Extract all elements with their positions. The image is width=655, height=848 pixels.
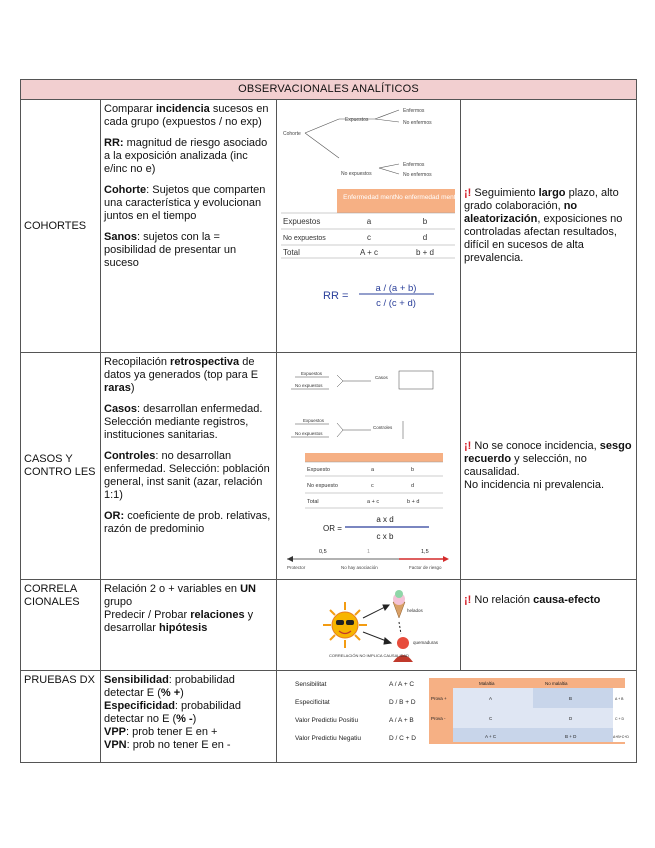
svg-text:OR =: OR = bbox=[323, 524, 342, 533]
correlation-illustration bbox=[279, 582, 457, 664]
svg-text:No expuesto: No expuesto bbox=[307, 483, 338, 489]
description-cohortes: Comparar incidencia sucesos en cada grupo (expuestos / no exp) RR: magnitud de riesgo asociado a la exposición analizada (inc e/inc no e) Cohorte: Sujetos que comparten una característica y evolucionan juntos en el tiempo Sanos: sujetos con la = posibilidad de presentar un suceso bbox=[101, 100, 277, 353]
row-header: Expuestos bbox=[283, 217, 321, 226]
svg-text:Protector: Protector bbox=[287, 565, 306, 570]
svg-text:Especificitat: Especificitat bbox=[295, 698, 330, 706]
warning-icon: ¡! bbox=[464, 187, 472, 199]
svg-text:0,5: 0,5 bbox=[319, 549, 327, 555]
svg-text:b + d: b + d bbox=[407, 499, 420, 505]
cell: a bbox=[366, 217, 372, 226]
row-correlacionales bbox=[21, 580, 637, 671]
svg-text:Prova -: Prova - bbox=[431, 715, 446, 721]
row-header: Total bbox=[283, 248, 300, 257]
sun-icon bbox=[323, 602, 367, 648]
svg-text:B: B bbox=[569, 695, 573, 701]
svg-text:A: A bbox=[489, 695, 493, 701]
svg-text:No expuestos: No expuestos bbox=[295, 431, 323, 436]
svg-text:D: D bbox=[569, 715, 573, 721]
cell: A + c bbox=[359, 248, 379, 257]
svg-text:a / (a + b): a / (a + b) bbox=[375, 283, 417, 294]
svg-text:b: b bbox=[411, 467, 415, 473]
svg-text:No expuestos: No expuestos bbox=[295, 383, 323, 388]
row-label-pruebas: PRUEBAS DX bbox=[21, 671, 101, 763]
svg-text:C + D: C + D bbox=[615, 716, 625, 721]
svg-text:A+B+C+D: A+B+C+D bbox=[613, 734, 629, 739]
row-header: No expuestos bbox=[283, 235, 326, 242]
tree-branch: No expuestos bbox=[341, 171, 372, 177]
row-casos-controles bbox=[21, 353, 637, 580]
note-cohortes: ¡! Seguimiento largo plazo, alto grado colaboración, no aleatorización, exposiciones no controladas afectan resultados, difícil en sucesos de alta prevalencia. bbox=[461, 100, 637, 353]
description-correla: Relación 2 o + variables en UN grupo Predecir / Probar relaciones y desarrollar hipótesis bbox=[101, 580, 277, 671]
row-label-casos: CASOS Y CONTRO LES bbox=[21, 353, 101, 580]
svg-text:A + C: A + C bbox=[485, 733, 497, 739]
cell: c bbox=[367, 233, 371, 242]
svg-text:A / A + B: A / A + B bbox=[389, 716, 414, 724]
figure-casos bbox=[277, 353, 461, 580]
description-pruebas: Sensibilidad: probabilidad detectar E (% +) Especificidad: probabilidad detectar no E (% -) VPP: prob tener E en + VPN: prob no tener E en - bbox=[101, 671, 277, 763]
svg-text:Malaltia: Malaltia bbox=[479, 680, 495, 686]
svg-text:d: d bbox=[411, 483, 415, 489]
svg-text:helados: helados bbox=[407, 608, 423, 613]
col-header: Enfermedad ment bbox=[343, 194, 395, 201]
svg-text:D / C + D: D / C + D bbox=[389, 734, 416, 742]
tree-root: Cohorte bbox=[283, 131, 301, 137]
tree-branch: Expuestos bbox=[345, 117, 369, 123]
svg-text:quemaduras: quemaduras bbox=[413, 640, 439, 645]
svg-text:Factor de riesgo: Factor de riesgo bbox=[409, 565, 442, 570]
svg-text:Casos: Casos bbox=[375, 375, 388, 380]
or-scale bbox=[287, 549, 449, 570]
or-formula bbox=[323, 515, 429, 541]
svg-text:1: 1 bbox=[367, 549, 371, 555]
note-casos: ¡! No se conoce incidencia, sesgo recuerdo y selección, no causalidad. No incidencia ni prevalencia. bbox=[461, 353, 637, 580]
svg-text:A / A + C: A / A + C bbox=[389, 680, 415, 688]
svg-text:Expuestos: Expuestos bbox=[301, 371, 323, 376]
svg-text:CORRELACIÓN NO IMPLICA CAUSALI: CORRELACIÓN NO IMPLICA CAUSALIDAD bbox=[329, 653, 410, 658]
dx-table bbox=[429, 678, 629, 744]
table-header-row bbox=[21, 80, 637, 100]
svg-text:Controles: Controles bbox=[373, 425, 393, 430]
svg-text:a x d: a x d bbox=[376, 515, 394, 524]
rr-formula bbox=[323, 283, 434, 309]
svg-text:No malaltia: No malaltia bbox=[545, 680, 568, 686]
cell: b bbox=[422, 217, 428, 226]
diagnostic-test-figure bbox=[279, 674, 635, 756]
ice-cream-icon bbox=[393, 590, 405, 618]
svg-text:Expuesto: Expuesto bbox=[307, 467, 330, 473]
tree-leaf: Enfermos bbox=[403, 162, 425, 168]
observational-studies-table bbox=[20, 79, 637, 763]
svg-text:Sensibilitat: Sensibilitat bbox=[295, 680, 327, 688]
svg-text:C: C bbox=[489, 715, 493, 721]
note-correla: ¡! No relación causa-efecto bbox=[461, 580, 637, 671]
svg-text:A + B: A + B bbox=[615, 696, 624, 701]
table-header-bg bbox=[337, 189, 455, 213]
svg-text:c: c bbox=[371, 483, 374, 489]
svg-text:No hay asociación: No hay asociación bbox=[341, 565, 378, 570]
tree-leaf: No enfermos bbox=[403, 172, 432, 178]
figure-pruebas bbox=[277, 671, 637, 763]
figure-correla bbox=[277, 580, 461, 671]
row-cohortes bbox=[21, 100, 637, 353]
svg-text:Total: Total bbox=[307, 499, 319, 505]
svg-text:D / B + D: D / B + D bbox=[389, 698, 416, 706]
tree-leaf: Enfermos bbox=[403, 108, 425, 114]
cell: d bbox=[422, 233, 428, 242]
svg-text:Prova +: Prova + bbox=[431, 695, 447, 701]
row-label-cohortes: COHORTES bbox=[21, 100, 101, 353]
col-header: No enfermedad ment bbox=[394, 194, 456, 201]
table-title: OBSERVACIONALES ANALÍTICOS bbox=[21, 80, 637, 100]
case-control-diagram bbox=[279, 355, 457, 573]
svg-text:Valor Predictiu Negatiu: Valor Predictiu Negatiu bbox=[295, 734, 361, 742]
svg-text:c / (c + d): c / (c + d) bbox=[376, 298, 416, 309]
figure-cohortes bbox=[277, 100, 461, 353]
svg-text:a + c: a + c bbox=[367, 499, 380, 505]
warning-icon: ¡! bbox=[464, 440, 472, 452]
tree-leaf: No enfermos bbox=[403, 120, 432, 126]
row-label-correla: CORRELA CIONALES bbox=[21, 580, 101, 671]
burn-person-icon bbox=[393, 637, 413, 662]
svg-text:B + D: B + D bbox=[565, 733, 577, 739]
row-pruebas-dx bbox=[21, 671, 637, 763]
cell: b + d bbox=[415, 248, 435, 257]
cohort-diagram bbox=[279, 102, 457, 346]
svg-text:Expuestos: Expuestos bbox=[303, 418, 325, 423]
dx-formulas bbox=[295, 681, 416, 742]
svg-text:RR =: RR = bbox=[323, 290, 349, 302]
svg-text:1,5: 1,5 bbox=[421, 549, 429, 555]
svg-text:c x b: c x b bbox=[376, 532, 394, 541]
description-casos: Recopilación retrospectiva de datos ya generados (top para E raras) Casos: desarrollan enfermedad. Selección mediante registros, instituciones sanitarias. Controles: no desarrollan enfermedad. Selección: población general, inst sanit (azar, relación 1:1) OR: coeficiente de prob. relativas, razón de predominio bbox=[101, 353, 277, 580]
warning-icon: ¡! bbox=[464, 594, 472, 606]
svg-text:Valor Predictiu Positiu: Valor Predictiu Positiu bbox=[295, 716, 359, 724]
svg-text:a: a bbox=[371, 467, 375, 473]
